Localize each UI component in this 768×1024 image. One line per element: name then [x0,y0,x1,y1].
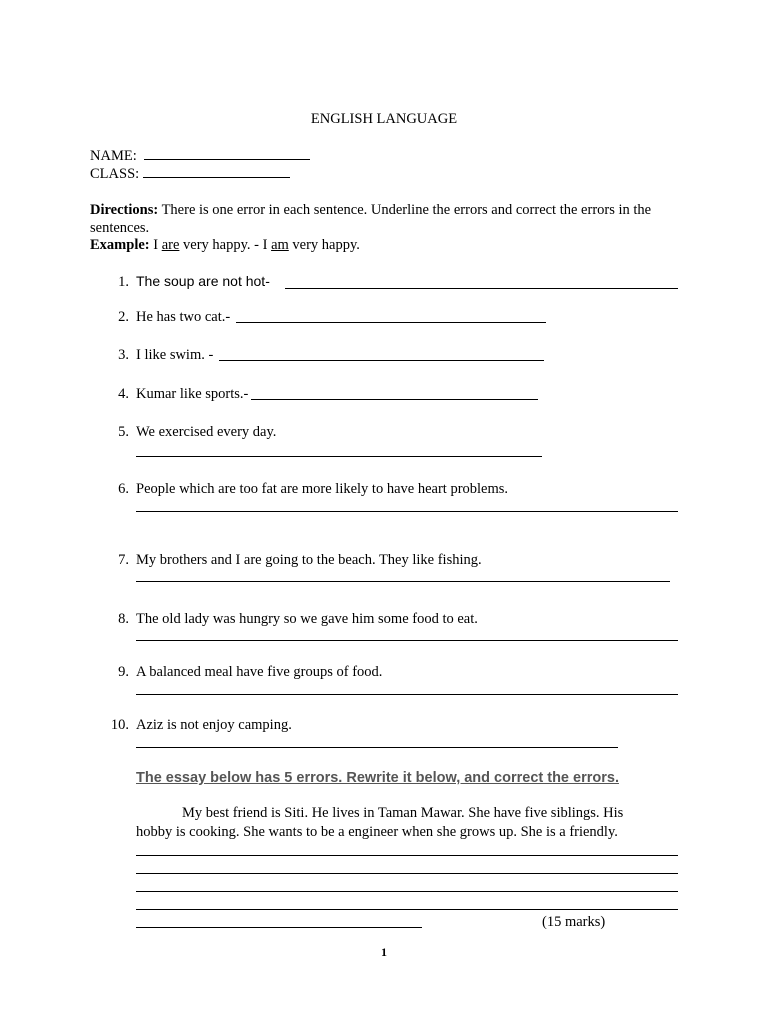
example-error: are [161,237,180,253]
question-number: 3. [118,347,129,363]
question-3 [105,348,213,363]
question-number: 6. [118,481,129,497]
class-row [90,167,290,182]
page-title: ENGLISH LANGUAGE [310,111,458,127]
question-text: A balanced meal have five groups of food. [136,664,383,680]
question-1 [105,274,270,290]
question-8 [105,612,478,627]
answer-line-6[interactable] [136,511,678,512]
question-number: 4. [118,386,129,402]
class-answer-line[interactable] [143,176,290,178]
question-9 [105,665,382,680]
question-text: We exercised every day. [136,424,277,440]
essay-text-line-2: hobby is cooking. She wants to be a engineer when she grows up. She is a friendly. [136,824,618,840]
question-number: 8. [118,611,129,627]
question-number: 7. [118,552,129,568]
essay-answer-line[interactable] [136,927,422,928]
example-label: Example: [90,237,150,253]
essay-answer-line[interactable] [136,855,678,856]
question-text: I like swim. - [136,347,214,363]
essay-heading: The essay below has 5 errors. Rewrite it below, and correct the errors. [136,770,619,786]
directions-line-1 [90,203,651,218]
question-4 [105,387,248,402]
answer-line-7[interactable] [136,581,670,582]
name-answer-line[interactable] [144,158,310,160]
question-number: 1. [118,274,129,290]
directions-label: Directions: [90,202,159,218]
page-number: 1 [381,945,387,959]
question-number: 10. [110,717,129,733]
question-text: Kumar like sports.- [136,386,249,402]
answer-line-10[interactable] [136,747,618,748]
question-text: The old lady was hungry so we gave him some food to eat. [136,611,478,627]
question-text: The soup are not hot- [136,273,270,289]
question-number: 2. [118,309,129,325]
essay-text-line-1: My best friend is Siti. He lives in Taman Mawar. She have five siblings. His [182,805,624,821]
directions-text-1: There is one error in each sentence. Underline the errors and correct the errors in the [158,202,652,218]
example-text: very happy. [288,237,360,253]
example-line [90,238,360,253]
example-correction: am [271,237,289,253]
question-2 [105,310,230,325]
answer-line-4[interactable] [251,399,538,400]
answer-line-9[interactable] [136,694,678,695]
question-text: People which are too fat are more likely to have heart problems. [136,481,509,497]
class-label: CLASS: [90,166,140,182]
question-10 [105,718,292,733]
answer-line-8[interactable] [136,640,678,641]
name-row [90,149,310,164]
question-text: He has two cat.- [136,309,231,325]
question-text: My brothers and I are going to the beach. They like fishing. [136,552,482,568]
name-label: NAME: [90,148,137,164]
question-5 [105,425,276,440]
example-text: I [149,237,162,253]
answer-line-1[interactable] [285,288,678,289]
essay-answer-line[interactable] [136,873,678,874]
answer-line-5[interactable] [136,456,542,457]
answer-line-3[interactable] [219,360,544,361]
question-text: Aziz is not enjoy camping. [136,717,292,733]
directions-line-2: sentences. [90,220,150,236]
essay-answer-line[interactable] [136,909,678,910]
marks-label: (15 marks) [542,914,606,930]
answer-line-2[interactable] [236,322,546,323]
essay-answer-line[interactable] [136,891,678,892]
question-6 [105,482,508,497]
example-text: very happy. - I [179,237,272,253]
question-7 [105,553,482,568]
question-number: 5. [118,424,129,440]
question-number: 9. [118,664,129,680]
